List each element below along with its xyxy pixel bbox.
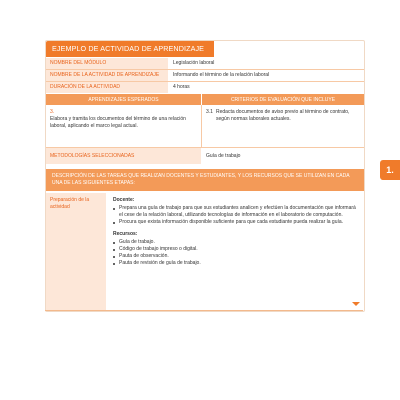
list-item: Código de trabajo impreso o digital.: [113, 246, 360, 253]
criterio-item: [206, 109, 360, 123]
page-footer-line: [45, 310, 363, 311]
aprendizaje-number: 3.: [50, 109, 55, 115]
list-item: Prepara una guía de trabajo para que sus estudiantes analicen y efectúen la documentación que informará el cese de la relación laboral, utilizando tecnologías de información en el laboratorio de computación.: [113, 205, 360, 219]
label-duracion: DURACIÓN DE LA ACTIVIDAD: [46, 82, 168, 93]
list-item: Pauta de revisión de guía de trabajo.: [113, 260, 360, 267]
preparacion-details: [109, 193, 364, 310]
value-metodologias: Guía de trabajo: [202, 148, 364, 164]
sheet-title: EJEMPLO DE ACTIVIDAD DE APRENDIZAJE: [46, 41, 214, 57]
label-preparacion: Preparación de la actividad: [46, 193, 106, 310]
col-criterios: CRITERIOS DE EVALUACIÓN QUE INCLUYE: [202, 94, 364, 105]
list-item: Pauta de observación.: [113, 253, 360, 260]
row-modulo: [46, 58, 364, 69]
recursos-list: [113, 239, 360, 267]
col-aprendizajes: APRENDIZAJES ESPERADOS: [46, 94, 201, 105]
docente-list: [113, 205, 360, 226]
list-item: Procura que exista información disponible suficiente para que cada estudiante pueda realizar la guía.: [113, 219, 360, 226]
row-metodologias: [46, 148, 364, 164]
criterio-cell: [202, 105, 364, 147]
value-duracion: 4 horas: [169, 82, 364, 93]
list-item: Guía de trabajo.: [113, 239, 360, 246]
activity-sheet: [45, 40, 365, 312]
aprendizaje-cell: [46, 105, 201, 147]
criterio-text: Redacta documentos de aviso previo al término de contrato, según normas laborales actuales.: [216, 109, 350, 122]
descripcion-bar: DESCRIPCIÓN DE LAS TAREAS QUE REALIZAN DOCENTES Y ESTUDIANTES, Y LOS RECURSOS QUE SE UTILIZAN EN CADA UNA DE LAS SIGUIENTES ETAPAS:: [46, 169, 364, 191]
row-duracion: [46, 82, 364, 93]
label-modulo: NOMBRE DEL MÓDULO: [46, 58, 168, 69]
value-modulo: Legislación laboral: [169, 58, 364, 69]
column-divider: [201, 105, 202, 147]
row-descripcion: [46, 169, 364, 191]
value-actividad: Informando el término de la relación laboral: [169, 70, 364, 81]
row-preparacion: [46, 193, 364, 310]
docente-title: Docente:: [113, 197, 135, 203]
label-actividad: NOMBRE DE LA ACTIVIDAD DE APRENDIZAJE: [46, 70, 168, 81]
columns-header: [46, 94, 364, 105]
criterio-number: 3.1: [206, 109, 213, 115]
section-number-badge: 1.: [380, 160, 400, 180]
recursos-title: Recursos:: [113, 231, 138, 237]
row-aprendizaje-criterio: [46, 105, 364, 147]
label-metodologias: METODOLOGÍAS SELECCIONADAS: [46, 148, 201, 164]
aprendizaje-text: Elabora y tramita los documentos del término de una relación laboral, aplicando el marco legal actual.: [50, 116, 186, 129]
row-actividad: [46, 70, 364, 81]
scroll-down-icon[interactable]: [352, 302, 360, 306]
